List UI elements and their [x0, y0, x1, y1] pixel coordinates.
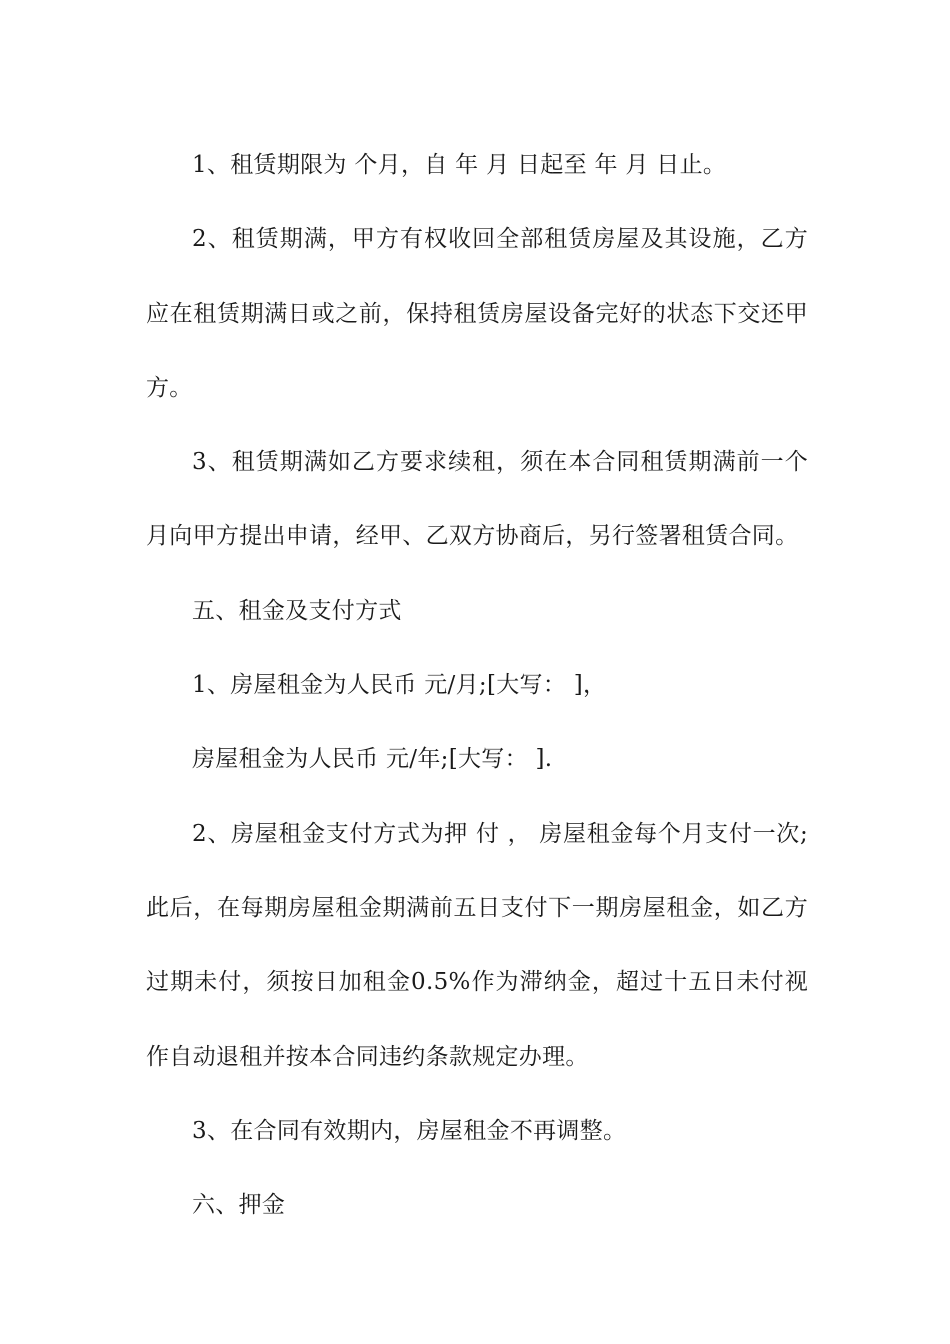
section-heading-deposit: 六、押金 [192, 1192, 286, 1219]
clause-payment-method: 2、房屋租金支付方式为押 付 ， 房屋租金每个月支付一次;此后，在每期房屋租金期满前五日支付下一期房屋租金，如乙方过期未付，须按日加租金0.5%作为滞纳金，超过十五日未付视作自动退租并按本合同违约条款规定办理。 [146, 820, 808, 1070]
document-body [146, 128, 808, 1242]
clause-lease-expiry: 2、租赁期满，甲方有权收回全部租赁房屋及其设施，乙方应在租赁期满日或之前，保持租赁房屋设备完好的状态下交还甲方。 [146, 226, 808, 401]
clause-lease-term: 1、租赁期限为 个月，自 年 月 日起至 年 月 日止。 [192, 152, 727, 178]
clause-yearly-rent: 房屋租金为人民币 元/年;[大写： ]. [192, 746, 553, 773]
clause-monthly-rent: 1、房屋租金为人民币 元/月;[大写： ]， [192, 672, 607, 699]
clause-rent-adjustment: 3、在合同有效期内，房屋租金不再调整。 [192, 1117, 627, 1144]
section-heading-rent: 五、租金及支付方式 [192, 597, 402, 624]
clause-lease-renewal: 3、租赁期满如乙方要求续租，须在本合同租赁期满前一个月向甲方提出申请，经甲、乙双方协商后，另行签署租赁合同。 [146, 449, 808, 550]
